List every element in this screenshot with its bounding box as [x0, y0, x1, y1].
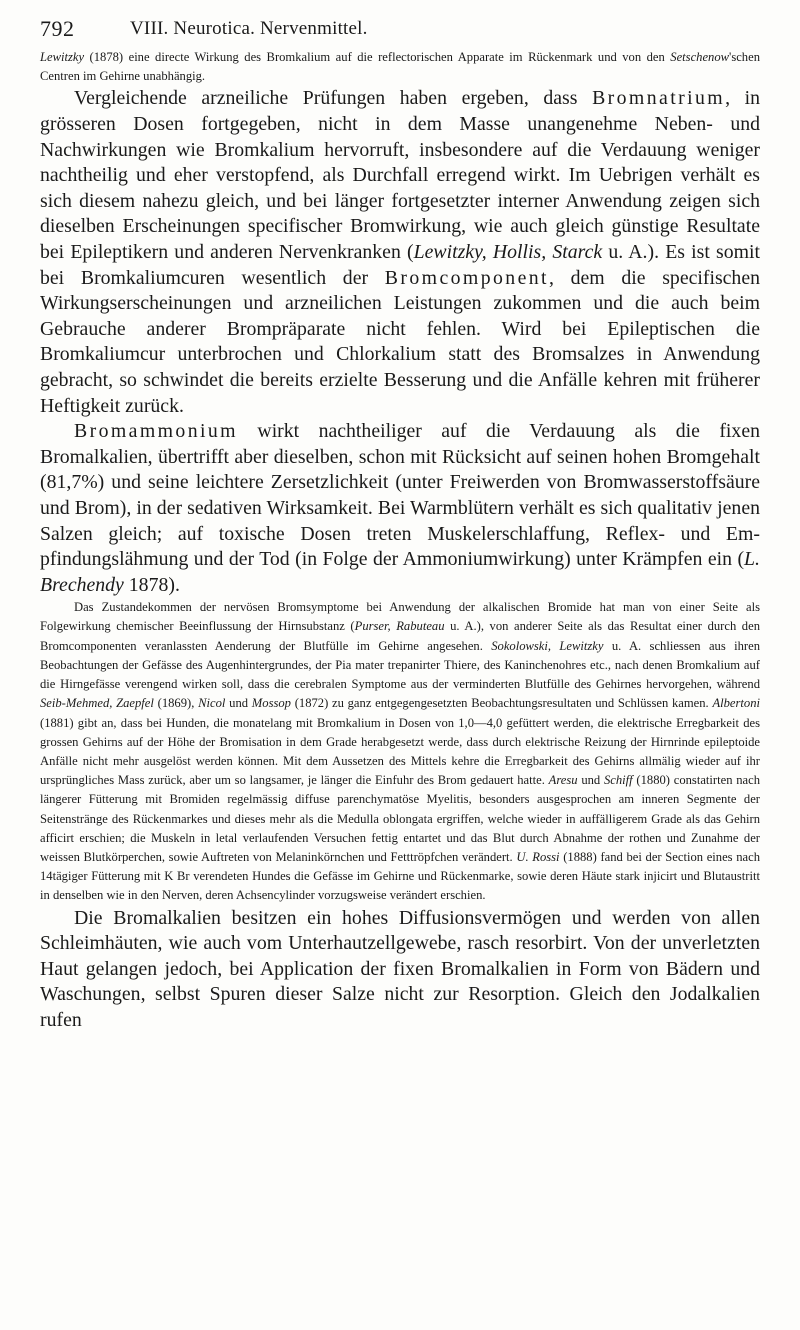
author-ref: Schiff [603, 773, 633, 788]
author-ref: Aresu [548, 773, 578, 788]
text-run: (1869), [153, 696, 199, 711]
text-run: (1872) zu ganz entgegengesetzten Beobachtungsresultaten und Schlüssen kamen. [290, 696, 713, 711]
author-ref: Seib-Mehmed, Zaepfel [40, 696, 154, 711]
author-ref: Purser, Rabuteau [354, 619, 445, 634]
text-run: u. A. schliessen aus ihren Beobachtungen der Gefässe des Augenhintergrundes, der Pia mater trepanirter Thiere, des Kaninchenohres etc., nach denen Bromkalium auf die Hirngefässe verengend wirken soll, dass die cerebralen Symptome aus der verminderten Blutfülle des Gehirnes hervorgehen, während [40, 638, 760, 692]
author-ref: Sokolowski, Lewitzky [491, 638, 604, 653]
spaced-term: Bromnatrium [592, 87, 726, 110]
text-run: , dem die specifischen Wirkungserscheinungen und arzneilichen Leistungen zukommen und die auch beim Gebrauche anderer Brompräparate nicht fehlen. Wird bei Epileptischen die Bromkaliumcur unterbrochen und Chlorkalium statt des Bromsalzes in Anwendung gebracht, so schwindet die bereits erzielte Besserung und die Anfälle kehren mit früherer Heftigkeit zurück. [40, 266, 760, 417]
author-ref: L. Brechendy [40, 548, 760, 596]
text-run: u. A.). Es ist somit bei Bromkaliumcuren wesentlich der [40, 240, 761, 289]
paragraph-lewitzky-continuation [40, 48, 760, 86]
page-header [40, 16, 760, 44]
paragraph-bromammonium [40, 419, 760, 598]
body-text [40, 48, 760, 1034]
running-head: VIII. Neurotica. Nervenmittel. [130, 18, 368, 39]
text-run: , in grösseren Dosen fortgegeben, nicht in dem Masse unangenehme Neben- und Nachwirkungen wie Bromkalium hervorruft, insbesondere auf die Verdauung weniger nachtheilig und eher verstopfend, als Durchfall erregend wirkt. Im Uebrigen verhält es sich diesem nahezu gleich, und bei länger fortgesetzter interner Anwendung zeigen sich dieselben Erscheinungen specifischer Bromwirkung, wie auch gleich günstige Resultate bei Epileptikern und anderen Nervenkranken ( [40, 87, 760, 263]
author-ref: Mossop [251, 696, 291, 711]
author-ref: Lewitzky [40, 50, 85, 64]
spaced-term: Bromcomponent [384, 266, 549, 289]
author-ref: Setschenow [670, 50, 730, 64]
text-run: 1878). [123, 573, 180, 596]
text-run: u. A.), von anderer Seite als das Resultat einer durch den Bromcomponenten veranlassten Aenderung der Blutfülle im Gehirne angesehen. [40, 619, 760, 653]
text-run: und [225, 696, 252, 711]
text-run: (1880) constatirten nach längerer Fütterung mit Bromiden regelmässig diffuse parenchymatöse Myelitis, besonders ausgesprochen am inneren Segmente der Seitenstränge des Rückenmarkes und dieses mehr als die Medulla oblongata ergriffen, welche wieder in auffälligerem Grade als das Gehirn afficirt erschien; die Muskeln in letal verlaufenden Versuchen fettig entartet und das Blut durch Abnahme der rothen und Zunahme der weissen Blutkörperchen, sowie Auftreten von Melaninkörnchen und Fetttröpfchen verändert. [40, 773, 761, 864]
text-run: (1878) eine directe Wirkung des Bromkalium auf die reflectorischen Apparate im Rückenmark und von den [84, 50, 671, 64]
page-number: 792 [40, 16, 75, 41]
text-run: Das Zustandekommen der nervösen Bromsymptome bei Anwendung der alkalischen Bromide hat man von einer Seite als Folgewirkung chemischer Beeinflussung der Hirnsubstanz ( [40, 600, 760, 634]
author-ref: Nicol [198, 696, 226, 711]
author-ref: Lewitzky, Hollis, Starck [413, 240, 603, 263]
paragraph-bromnatrium [40, 86, 760, 419]
text-run: (1881) gibt an, dass bei Hunden, die monatelang mit Bromkalium in Dosen von 1,0—4,0 gefüttert werden, die elektrische Erregbarkeit des grossen Gehirns auf der Höhe der Bromisation in dem Grade herabgesetzt werde, dass durch elektrische Reizung der Hirnrinde epileptoide Anfälle nicht mehr ausgelöst werden können. Mit dem Aussetzen des Mittels kehre die Erregbarkeit des Gehirns allmälig wieder auf ihr ursprüngliches Mass zurück, aber um so langsamer, je länger die Einfuhr des Brom gedauert hatte. [40, 715, 760, 788]
paragraph-bromsymptome [40, 598, 760, 905]
text-run: wirkt nachtheiliger auf die Verdauung als die fixen Bromalkalien, übertrifft aber dieselben, schon mit Rücksicht auf seinen hohen Bromgehalt (81,7%) und seine leichtere Zersetzlichkeit (unter Freiwerden von Bromwasserstoffsäure und Brom), in der sedativen Wirksamkeit. Bei Warmblütern verhält es sich qualitativ jenen Salzen gleich; auf toxische Dosen treten Muskelerschlaffung, Reflex- und Empfindungslähmung und der Tod (in Folge der Ammoniumwirkung) unter Krämpfen ein ( [40, 420, 760, 571]
text-run: Vergleichende arzneiliche Prüfungen haben ergeben, dass [74, 87, 593, 110]
text-run: und [577, 773, 604, 788]
text-run: Die Bromalkalien besitzen ein hohes Diffusionsvermögen und werden von allen Schleimhäuten, wie auch vom Unterhautzellgewebe, rasch resorbirt. Von der unverletzten Haut gelangen jedoch, bei Application der fixen Bromalkalien in Form von Bädern und Waschungen, selbst Spuren dieser Salze nicht zur Resorption. Gleich den Jodalkalien rufen [40, 906, 760, 1031]
paragraph-diffusion [40, 906, 760, 1034]
spaced-term: Bromammonium [74, 420, 238, 443]
author-ref: U. Rossi [516, 849, 560, 864]
text-run: (1888) fand bei der Section eines nach 14tägiger Fütterung mit K Br verendeten Hundes die Gefässe im Gehirne und Rückenmarke, sowie deren Häute stark injicirt und Blutaustritt in denselben wie in den Nerven, deren Achsencylinder vorzugsweise verändert erschien. [40, 849, 761, 903]
author-ref: Albertoni [712, 696, 761, 711]
text-run: 'schen Centren im Gehirne unabhängig. [40, 50, 760, 84]
